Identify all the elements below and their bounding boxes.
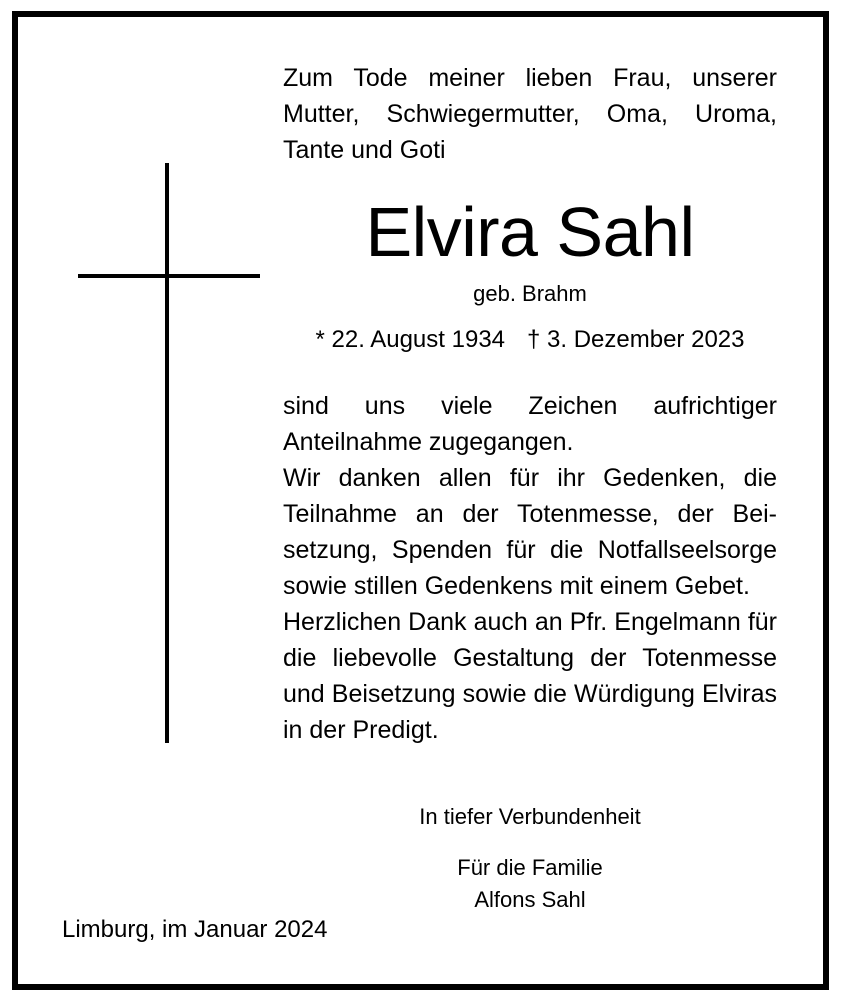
family-line: Für die Familie [457,855,603,880]
thanks-paragraph-2: Herzlichen Dank auch an Pfr. Engelmann für die liebevolle Gestaltung der Totenmesse und Beisetzung sowie die Würdigung Elviras in der Predigt. [283,608,777,744]
birth-date: * 22. August 1934 [315,326,506,353]
intro-text: Zum Tode meiner lieben Frau, unserer Mutter, Schwiegermutter, Oma, Uroma, Tante und Goti [283,64,777,164]
maiden-name: geb. Brahm [473,281,587,306]
deceased-name: Elvira Sahl [365,193,695,271]
death-date: † 3. Dezember 2023 [527,326,745,353]
thanks-paragraph-1: Wir danken allen für ihr Gedenken, die Teilnahme an der Totenmesse, der Bei-setzung, Spenden für die Notfallseelsorge sowie stillen Gedenkens mit einem Gebet. [283,464,777,600]
cross-horizontal-bar [78,274,260,278]
cross-vertical-bar [165,163,169,743]
life-dates [283,323,777,357]
closing-line: In tiefer Verbundenheit [419,804,641,829]
thanks-text [283,388,777,748]
place-and-date: Limburg, im Januar 2024 [62,916,328,943]
signature: Alfons Sahl [474,887,586,912]
condolence-sentence: sind uns viele Zeichen aufrichtiger Anteilnahme zugegangen. [283,392,777,456]
